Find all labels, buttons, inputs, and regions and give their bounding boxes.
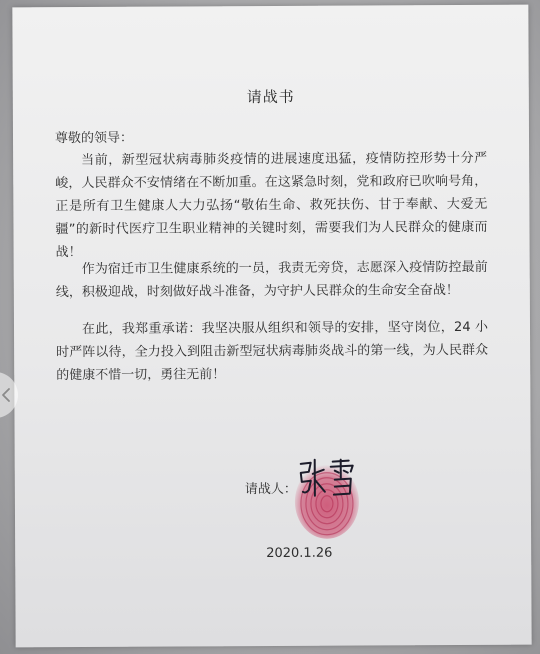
letter-date: 2020.1.26: [266, 545, 333, 562]
paragraph-3: 在此，我郑重承诺：我坚决服从组织和领导的安排，坚守岗位，24 小时严阵以待，全力投入到阻击新型冠状病毒肺炎战斗的第一线，为人民群众的健康不惜一切，勇往无前！: [56, 319, 489, 384]
handwritten-signature: [297, 456, 359, 504]
letter-paper: [12, 5, 531, 648]
chevron-left-icon: [1, 387, 11, 403]
salutation: 尊敬的领导：: [54, 130, 134, 147]
paragraph-2: 作为宿迁市卫生健康系统的一员，我责无旁贷，志愿深入疫情防控最前线，积极迎战，时刻做好战斗准备，为守护人民群众的生命安全奋战！: [55, 259, 488, 301]
signer-label: 请战人：: [244, 481, 297, 498]
paragraph-1: 当前，新型冠状病毒肺炎疫情的进展速度迅猛，疫情防控形势十分严峻，人民群众不安情绪在不断加重。在这紧急时刻，党和政府已吹响号角，正是所有卫生健康人大力弘扬“敬佑生命、救死扶伤、甘于奉献、大爱无疆”的新时代医疗卫生职业精神的关键时刻，需要我们为人民群众的健康而战！: [55, 150, 488, 261]
letter-title: 请战书: [246, 87, 295, 107]
